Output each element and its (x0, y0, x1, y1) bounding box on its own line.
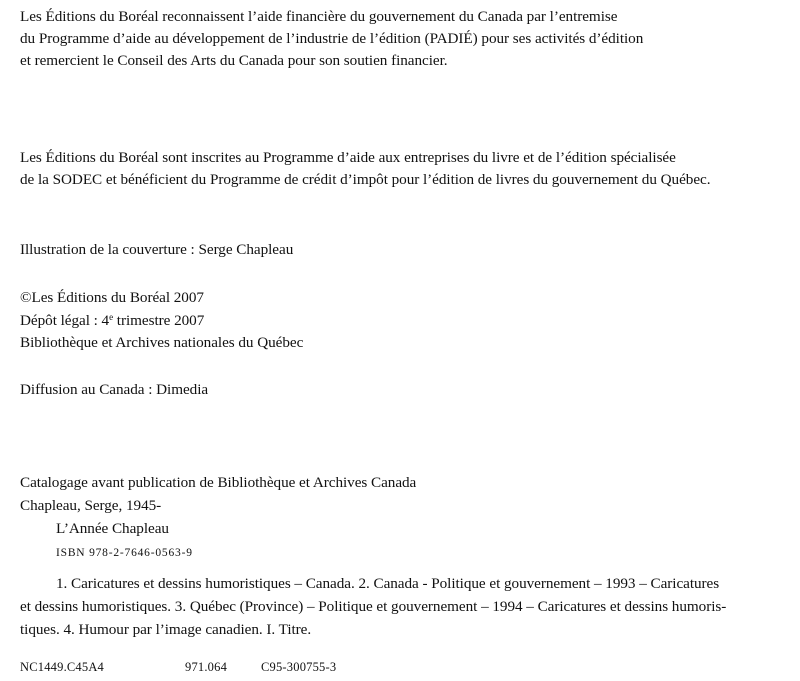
cataloguing-subjects-line-1: 1. Caricatures et dessins humoristiques – Canada. 2. Canada - Politique et gouvernement – 1993 – Caricatures (56, 575, 720, 592)
funding-quebec-line-1: Les Éditions du Boréal sont inscrites au Programme d’aide aux entreprises du livre et de l’édition spécialisée (20, 149, 676, 166)
funding-canada-line-3: et remercient le Conseil des Arts du Canada pour son soutien financier. (20, 52, 448, 69)
cataloguing-author: Chapleau, Serge, 1945- (20, 497, 162, 514)
funding-canada-line-2: du Programme d’aide au développement de l’industrie de l’édition (PADIÉ) pour ses activités d’édition (20, 30, 644, 47)
distribution-info: Diffusion au Canada : Dimedia (20, 381, 209, 398)
legal-deposit-suffix: trimestre 2007 (113, 312, 205, 329)
legal-deposit-prefix: Dépôt légal : 4 (20, 312, 110, 329)
classification-dewey: 971.064 (185, 660, 228, 674)
copyright-notice: ©Les Éditions du Boréal 2007 (20, 289, 204, 306)
legal-deposit (20, 311, 204, 331)
funding-canada-line-1: Les Éditions du Boréal reconnaissent l’aide financière du gouvernement du Canada par l’entremise (20, 8, 618, 25)
cataloguing-isbn: ISBN 978-2-7646-0563-9 (56, 547, 193, 559)
cataloguing-subjects-line-2: et dessins humoristiques. 3. Québec (Province) – Politique et gouvernement – 1994 – Caricatures et dessins humoris- (20, 598, 727, 615)
national-library: Bibliothèque et Archives nationales du Québec (20, 334, 304, 351)
legal-deposit-superscript: e (109, 312, 114, 322)
classification-lc: NC1449.C45A4 (20, 660, 105, 674)
cover-illustration-credit: Illustration de la couverture : Serge Chapleau (20, 241, 294, 258)
funding-quebec-line-2: de la SODEC et bénéficient du Programme de crédit d’impôt pour l’édition de livres du gouvernement du Québec. (20, 171, 711, 188)
cataloguing-title: L’Année Chapleau (56, 520, 169, 537)
cip-number: C95-300755-3 (261, 660, 337, 674)
cataloguing-heading: Catalogage avant publication de Bibliothèque et Archives Canada (20, 474, 417, 491)
cataloguing-subjects-line-3: tiques. 4. Humour par l’image canadien. I. Titre. (20, 621, 312, 638)
